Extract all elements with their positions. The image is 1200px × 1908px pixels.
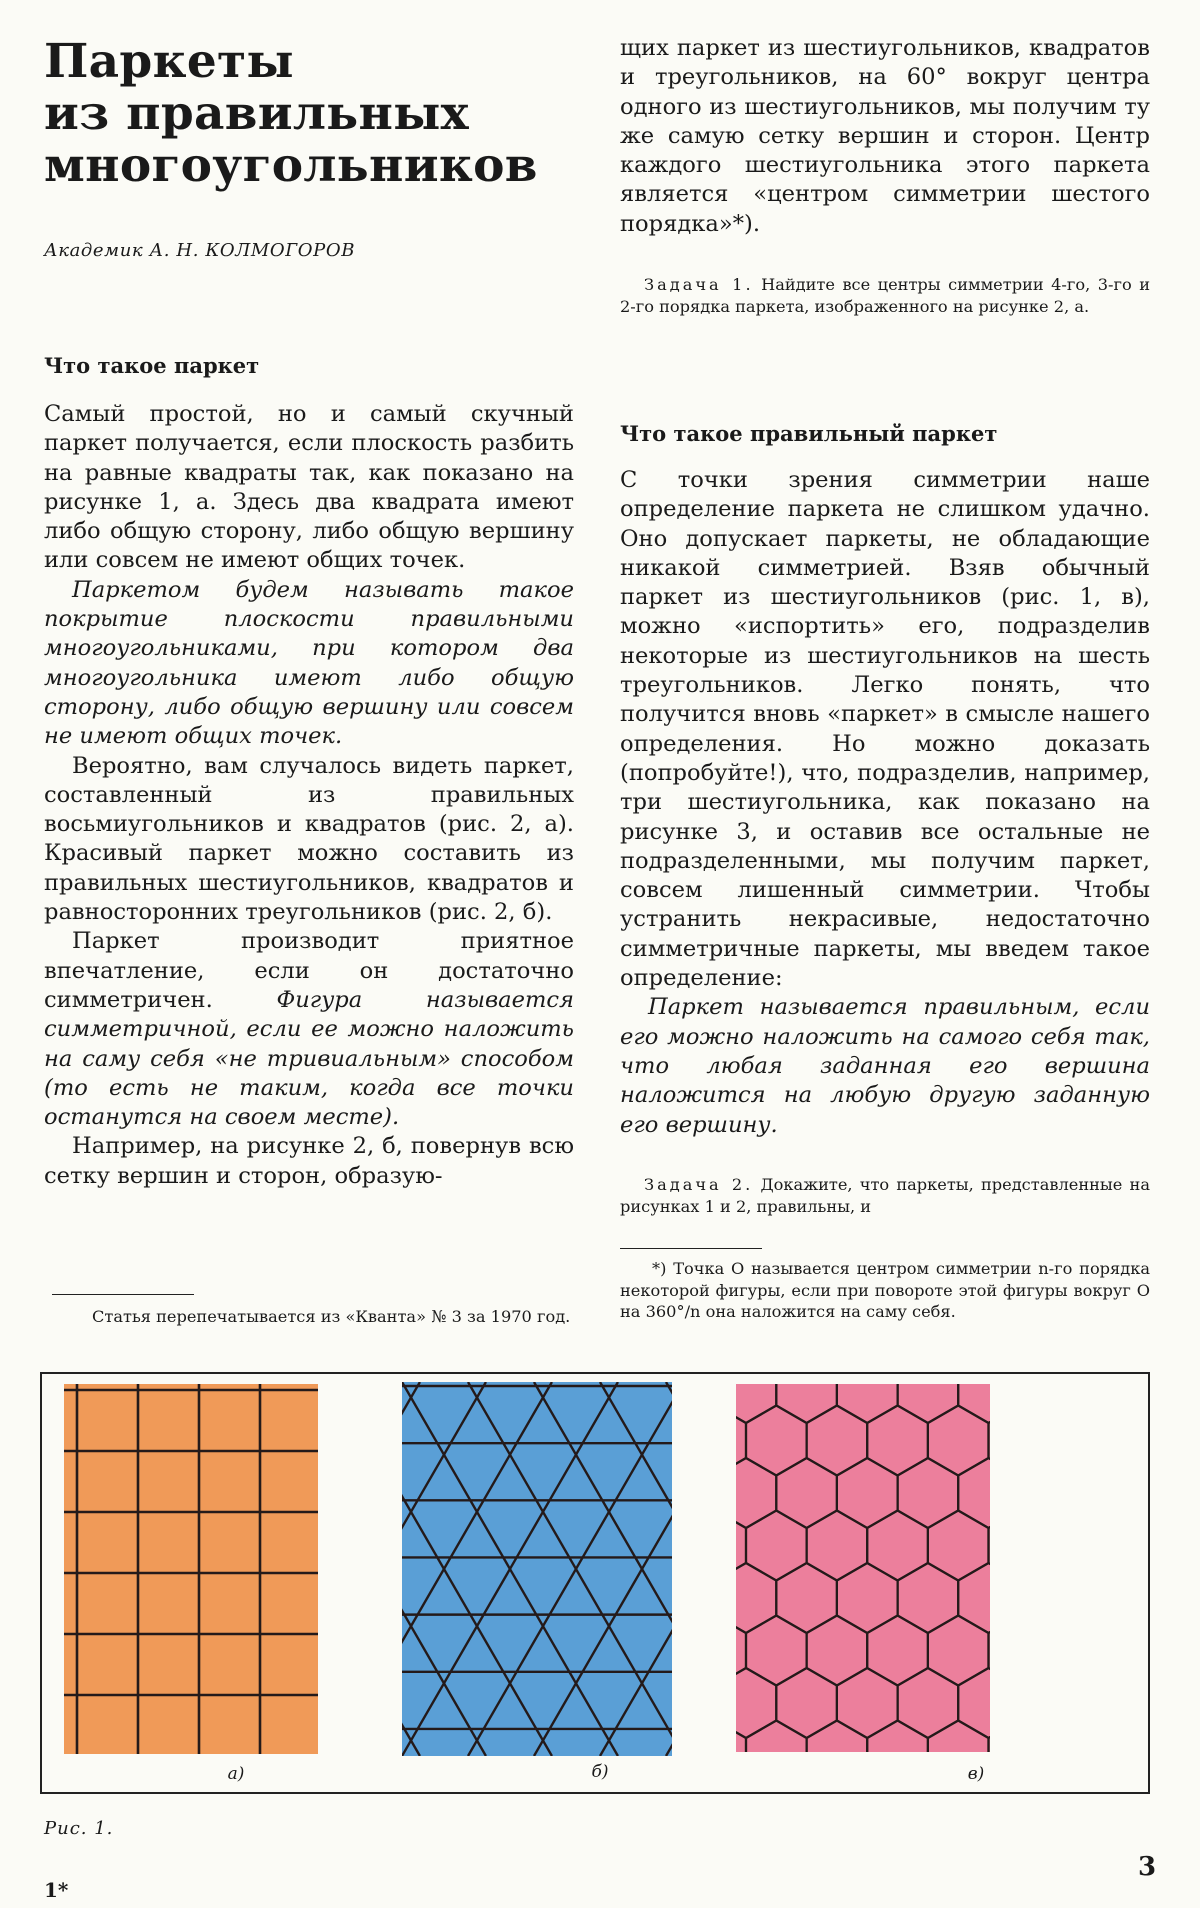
author-line: Академик А. Н. КОЛМОГОРОВ [44,240,356,261]
hexagon-tile [1049,1616,1110,1686]
task-text: Найдите все центры симметрии 4-го, 3-го и 2-го порядка паркета, изображенного на рисунке 2, а. [620,275,1150,316]
hexagon-tile [989,1511,1050,1581]
title-line-2: из правильных [44,86,469,141]
title-line-3: многоугольников [44,138,538,193]
footnote-source: Статья перепечатывается из «Кванта» № 3 за 1970 год. [92,1307,571,1326]
left-column-body [44,400,574,1191]
hexagon-tile [1019,1458,1080,1528]
hexagon-tile [1019,1374,1080,1423]
paragraph: щих паркет из шестиугольников, квадратов и треугольников, на 60° вокруг центра одного из шестиугольников, мы получим ту же самую сетку вершин и сторон. Центр каждого шестиугольника этого паркета является «центром симметрии шестого порядка»*). [620,35,1150,237]
right-column-body [620,466,1150,1140]
panel-label-c: в) [967,1764,985,1784]
square-tiling-panel [64,1384,318,1754]
triangle-edge-diagonal [1062,1382,1148,1756]
task-1 [620,274,1150,317]
hexagon-tile [655,1773,716,1792]
signature-mark: 1* [44,1878,69,1902]
triangle-edge-diagonal [1062,1382,1148,1756]
figure-frame [40,1372,1150,1794]
paragraph [44,927,574,1132]
section-heading-regular-parquet: Что такое правильный паркет [620,421,998,446]
triangle-edge-diagonal [996,1382,1148,1756]
page-number: 3 [1138,1852,1157,1882]
panel-label-a: а) [227,1764,245,1784]
hexagon-tile [837,1773,898,1792]
footnote-rule [620,1248,762,1249]
paragraph: Например, на рисунке 2, б, повернув всю сетку вершин и сторон, образую- [44,1133,574,1189]
hexagon-tile [1049,1721,1110,1791]
hexagon-tiling-panel [655,1374,1110,1792]
paragraph: Самый простой, но и самый скучный паркет получается, если плоскость разбить на равные квадраты так, как показано на рисунке 1, а. Здесь два квадрата имеют либо общую сторону, либо общую вершину или совсем не имеют общих точек. [44,401,574,574]
task-2 [620,1174,1150,1217]
task-label: Задача 1. [644,275,754,294]
hexagon-tile [1049,1406,1110,1476]
triangle-edge-diagonal [996,1382,1148,1756]
panel-label-b: б) [591,1762,609,1782]
task-label: Задача 2. [644,1175,754,1194]
task-text: Докажите, что паркеты, представленные на рисунках 1 и 2, правильны, и [620,1175,1150,1216]
title-line-1: Паркеты [44,34,294,89]
footnote-symmetry-center: *) Точка O называется центром симметрии n-го порядка некоторой фигуры, если при повороте этой фигуры вокруг O на 360°/n она наложится на саму себя. [620,1259,1150,1321]
right-column-top [620,34,1150,239]
paragraph-text: Паркет производит приятное впечатление, если он достаточно симметричен. [44,928,574,1013]
symmetry-definition: Фигура называется симметричной, если ее можно наложить на саму себя «не тривиальным» способом (то есть не таким, когда все точки останутся на своем месте). [44,986,574,1131]
triangle-edge-diagonal [1128,1382,1148,1756]
hexagon-tile [989,1406,1050,1476]
definition-paragraph: Паркетом будем называть такое покрытие плоскости правильными многоугольниками, при котором два многоугольника имеют либо общую сторону, либо общую вершину или совсем не имеют общих точек. [44,576,574,750]
hexagon-tile [1019,1773,1080,1792]
hexagon-tile [1019,1668,1080,1738]
regular-parquet-definition: Паркет называется правильным, если его можно наложить на самого себя так, что любая заданная его вершина наложится на любую другую заданную его вершину. [620,994,1150,1138]
hexagon-tile [989,1616,1050,1686]
figure-panels [42,1374,1148,1792]
hexagon-tile [776,1773,837,1792]
footnote-rule [52,1294,194,1295]
triangle-edge-diagonal [1128,1382,1148,1756]
hexagon-tiling-background [736,1384,990,1752]
hexagon-tile [1019,1563,1080,1633]
figure-caption: Рис. 1. [44,1818,114,1839]
paragraph: С точки зрения симметрии наше определение паркета не слишком удачно. Оно допускает паркеты, не обладающие никакой симметрией. Взяв обычный паркет из шестиугольников (рис. 1, в), можно «испортить» его, подразделив некоторые из шестиугольников на шесть треугольников. Легко понять, что получится вновь «паркет» в смысле нашего определения. Но можно доказать (попробуйте!), что, подразделив, например, три шестиугольника, как показано на рисунке 3, и оставив все остальные не подразделенными, мы получим паркет, совсем лишенный симметрии. Чтобы устранить некрасивые, недостаточно симметричные паркеты, мы введем такое определение: [620,467,1150,992]
hexagon-tile [716,1773,777,1792]
section-heading-what-is-parquet: Что такое паркет [44,353,260,378]
paragraph: Вероятно, вам случалось видеть паркет, составленный из правильных восьмиугольников и квадратов (рис. 2, а). Красивый паркет можно составить из правильных шестиугольников, квадратов и равносторонних треугольников (рис. 2, б). [44,752,574,926]
square-tiling-background [64,1384,318,1754]
article-title [44,36,538,192]
hexagon-tile [1049,1511,1110,1581]
